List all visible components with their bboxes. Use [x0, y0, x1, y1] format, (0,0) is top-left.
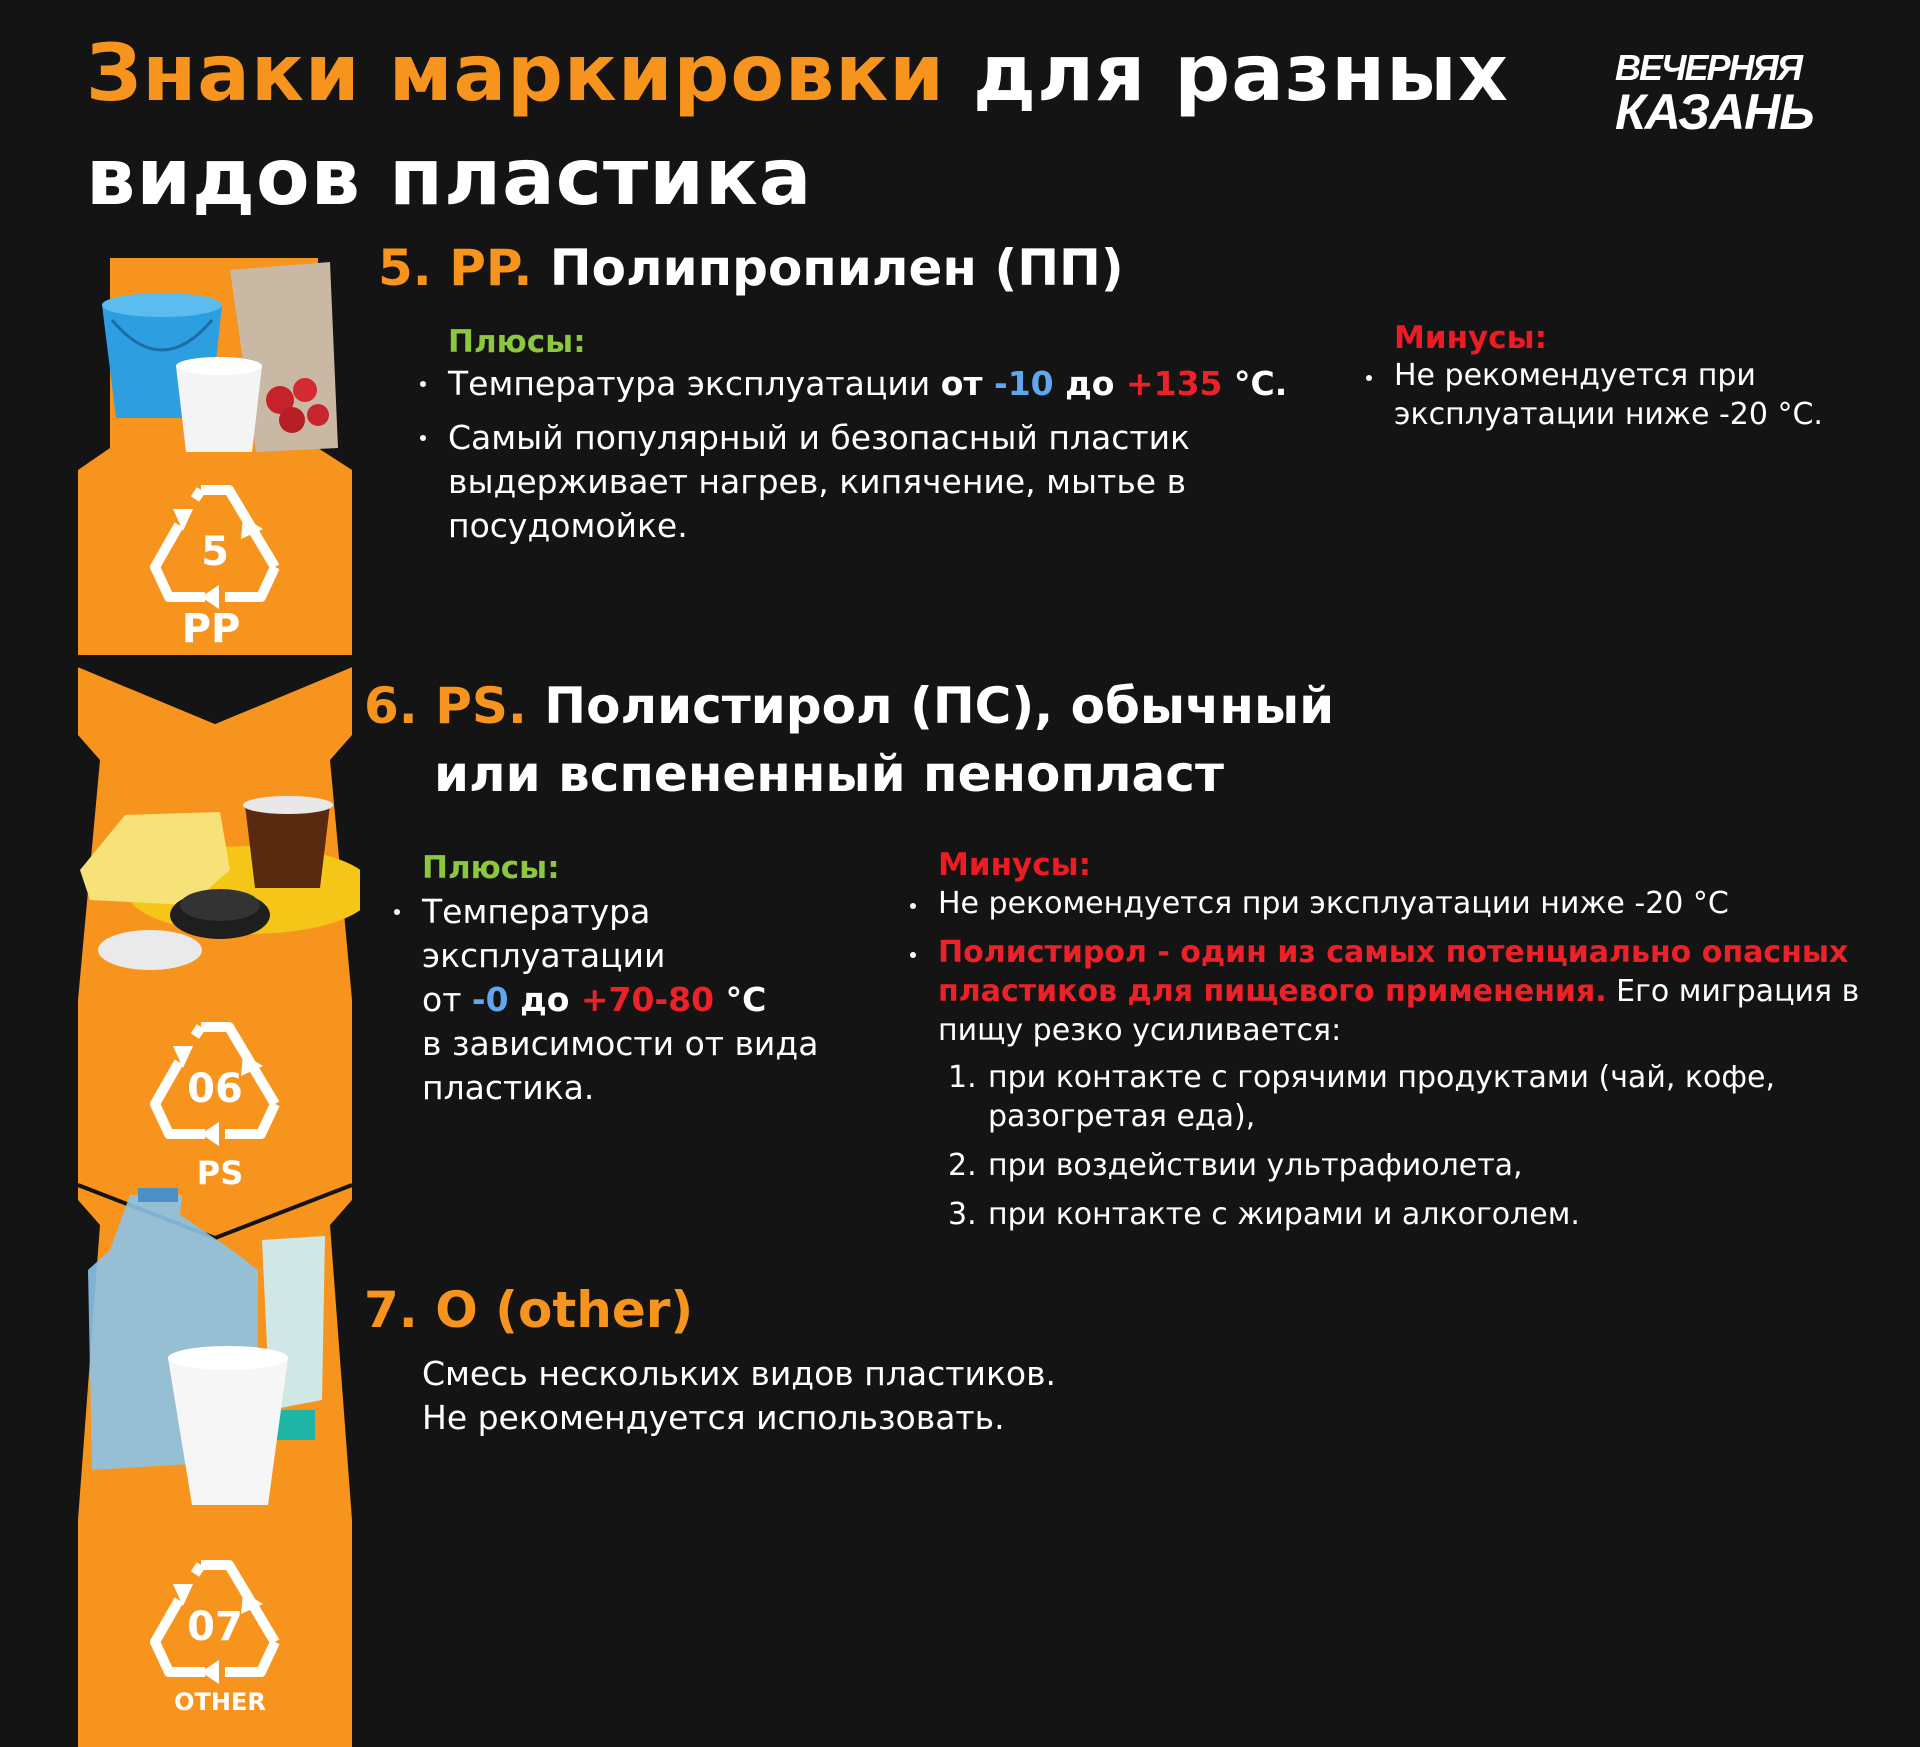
title-accent: Знаки маркировки [86, 29, 945, 119]
section-pp-heading [378, 234, 1124, 302]
ps-symbol-abbr: PS [196, 1154, 244, 1192]
ps-cons-list [938, 884, 1888, 1234]
ps-pros-label: Плюсы: [422, 850, 560, 886]
other-description-line-2: Не рекомендуется использовать. [422, 1398, 1005, 1437]
brand-logo [1615, 47, 1840, 140]
other-description-line-1: Смесь нескольких видов пластиков. [422, 1354, 1057, 1393]
title-rest: для разных [944, 29, 1509, 119]
pp-cons-item-1: Не рекомендуется при эксплуатации ниже -20 °С. [1394, 356, 1874, 434]
section-ps-name: Полистирол (ПС), обычный [544, 677, 1335, 735]
logo-line1: ВЕЧЕРНЯЯ [1615, 47, 1802, 88]
ps-cons-item-2: Полистирол - один из самых потенциально опасных пластиков для пищевого применения. Его миграция в пищу резко усиливается: [938, 933, 1888, 1050]
pp-cons-label: Минусы: [1394, 320, 1548, 356]
section-ps-number: 6. [364, 677, 418, 735]
section-other-number: 7. [364, 1281, 418, 1339]
ps-symbol-digit: 06 [187, 1066, 243, 1112]
plastic-types-strip [0, 0, 360, 1747]
pp-pros-item-1: Температура эксплуатации от -10 до +135 °С. [448, 362, 1328, 406]
other-symbol-abbr: OTHER [174, 1688, 266, 1716]
title-line2: видов пластика [86, 133, 813, 223]
ps-cons-label: Минусы: [938, 847, 1092, 883]
section-other-heading [364, 1276, 693, 1344]
section-other-code: O (other) [435, 1281, 694, 1339]
pp-pros-item-2: Самый популярный и безопасный пластик выдерживает нагрев, кипячение, мытье в посудомойке. [448, 416, 1288, 548]
ps-pros-list [422, 890, 882, 1110]
ps-cons-item-1: Не рекомендуется при эксплуатации ниже -20 °С [938, 884, 1888, 923]
ps-cons-numbered-list [938, 1058, 1888, 1234]
pp-cons-list [1394, 356, 1874, 434]
pp-pros-list [448, 362, 1328, 548]
section-ps-heading [364, 672, 1334, 808]
pp-symbol-digit: 5 [201, 529, 229, 575]
other-description [422, 1352, 1322, 1440]
section-pp-number: 5. [378, 239, 432, 297]
pp-symbol-abbr: PP [181, 606, 241, 652]
other-symbol-digit: 07 [187, 1604, 243, 1650]
pp-pros-label: Плюсы: [448, 324, 586, 360]
ps-pros-item-1: Температура эксплуатации от -0 до +70-80 °С в зависимости от вида пластика. [422, 890, 882, 1110]
section-pp-code: PP. [449, 239, 533, 297]
ps-cons-numbered-item-1: 1. при контакте с горячими продуктами (чай, кофе, разогретая еда), [948, 1060, 1776, 1134]
ps-cons-numbered-item-2: 2. при воздействии ультрафиолета, [948, 1148, 1523, 1183]
section-ps-name-line2: или вспененный пенопласт [434, 745, 1224, 803]
section-ps-code: PS. [435, 677, 527, 735]
logo-line2: КАЗАНЬ [1615, 84, 1814, 140]
ps-cons-numbered-item-3: 3. при контакте с жирами и алкоголем. [948, 1197, 1580, 1232]
section-pp-name: Полипропилен (ПП) [549, 239, 1124, 297]
